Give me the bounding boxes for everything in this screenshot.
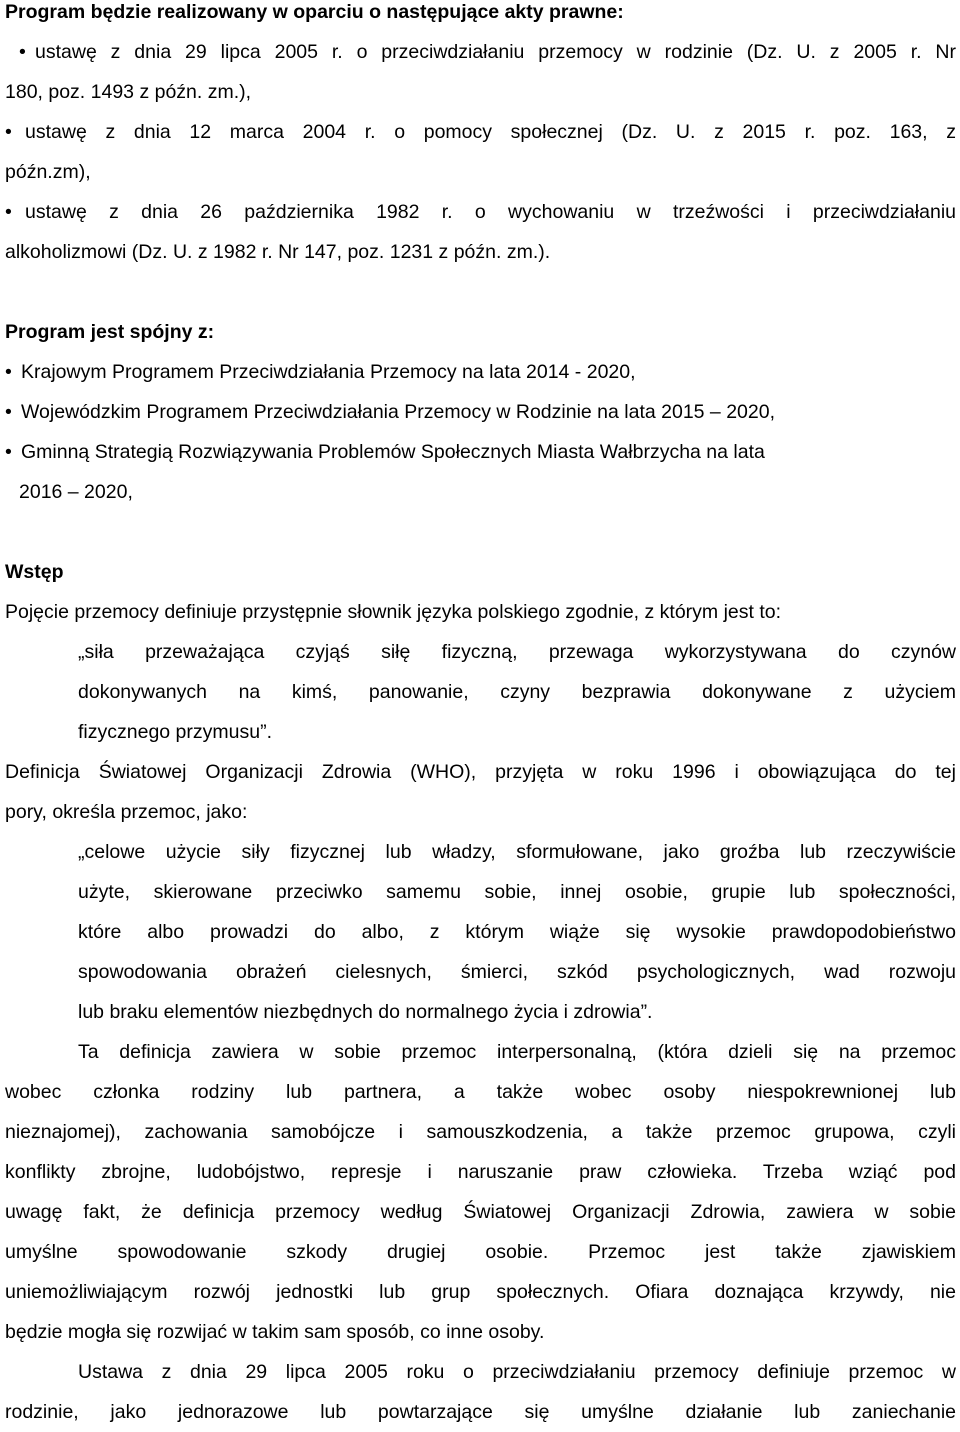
legal-act-line: ustawę z dnia 26 października 1982 r. o wychowaniu w trzeźwości i przeciwdziałaniu	[25, 201, 956, 223]
coherence-item	[5, 392, 956, 432]
bullet-icon: •	[5, 361, 12, 383]
legal-act-continuation: alkoholizmowi (Dz. U. z 1982 r. Nr 147, poz. 1231 z późn. zm.).	[5, 241, 551, 263]
legal-act-continuation: późn.zm),	[5, 161, 91, 183]
quote-line: „siła przeważająca czyjąś siłę fizyczną, przewaga wykorzystywana do czynów	[78, 641, 956, 663]
legal-act-continuation: 180, poz. 1493 z późn. zm.),	[5, 81, 252, 103]
quote-line: „celowe użycie siły fizycznej lub władzy, sformułowane, jako groźba lub rzeczywiście	[78, 841, 956, 863]
bullet-icon: •	[19, 41, 26, 63]
paragraph-line: konflikty zbrojne, ludobójstwo, represje i naruszanie praw człowieka. Trzeba wziąć pod	[5, 1161, 956, 1183]
quote-line: spowodowania obrażeń cielesnych, śmierci, szkód psychologicznych, wad rozwoju	[78, 961, 956, 983]
paragraph-line: Ta definicja zawiera w sobie przemoc interpersonalną, (która dzieli się na przemoc	[78, 1041, 956, 1063]
coherence-item	[5, 432, 956, 472]
legal-act-item	[5, 112, 956, 152]
bullet-icon: •	[5, 201, 12, 223]
legal-act-item	[5, 32, 956, 72]
legal-act-line: ustawę z dnia 29 lipca 2005 r. o przeciwdziałaniu przemocy w rodzinie (Dz. U. z 2005 r. Nr	[35, 41, 956, 63]
bullet-icon: •	[5, 441, 12, 463]
bullet-icon: •	[5, 121, 12, 143]
coherence-line: Wojewódzkim Programem Przeciwdziałania Przemocy w Rodzinie na lata 2015 – 2020,	[21, 401, 775, 423]
quote-line: fizycznego przymusu”.	[78, 721, 272, 743]
section-heading: Wstęp	[5, 561, 64, 583]
quote-line: użyte, skierowane przeciwko samemu sobie, innej osobie, grupie lub społeczności,	[78, 881, 956, 903]
paragraph-line: Ustawa z dnia 29 lipca 2005 roku o przeciwdziałaniu przemocy definiuje przemoc w	[78, 1361, 956, 1383]
paragraph-line: będzie mogła się rozwijać w takim sam sposób, co inne osoby.	[5, 1321, 545, 1343]
quote-line: lub braku elementów niezbędnych do normalnego życia i zdrowia”.	[78, 1001, 653, 1023]
paragraph-line: rodzinie, jako jednorazowe lub powtarzające się umyślne działanie lub zaniechanie	[5, 1401, 956, 1423]
paragraph-line: wobec członka rodziny lub partnera, a także wobec osoby niespokrewnionej lub	[5, 1081, 956, 1103]
paragraph-line: nieznajomej), zachowania samobójcze i samouszkodzenia, a także przemoc grupowa, czyli	[5, 1121, 956, 1143]
intro-line: Pojęcie przemocy definiuje przystępnie słownik języka polskiego zgodnie, z którym jest to:	[5, 601, 782, 623]
coherence-heading: Program jest spójny z:	[5, 321, 215, 343]
bullet-icon: •	[5, 401, 12, 423]
spacer	[5, 272, 956, 312]
quote-line: dokonywanych na kimś, panowanie, czyny bezprawia dokonywane z użyciem	[78, 681, 956, 703]
who-intro-line: Definicja Światowej Organizacji Zdrowia (WHO), przyjęta w roku 1996 i obowiązująca do tej	[5, 761, 956, 783]
coherence-item	[5, 352, 956, 392]
who-intro-line: pory, określa przemoc, jako:	[5, 801, 248, 823]
spacer	[5, 512, 956, 552]
legal-act-line: ustawę z dnia 12 marca 2004 r. o pomocy społecznej (Dz. U. z 2015 r. poz. 163, z	[25, 121, 956, 143]
paragraph-line: uniemożliwiającym rozwój jednostki lub grup społecznych. Ofiara doznająca krzywdy, nie	[5, 1281, 956, 1303]
coherence-continuation: 2016 – 2020,	[19, 481, 133, 503]
paragraph-line: umyślne spowodowanie szkody drugiej osobie. Przemoc jest także zjawiskiem	[5, 1241, 956, 1263]
legal-acts-heading: Program będzie realizowany w oparciu o następujące akty prawne:	[5, 1, 624, 23]
legal-act-item	[5, 192, 956, 232]
document-page	[5, 0, 956, 1432]
coherence-line: Gminną Strategią Rozwiązywania Problemów Społecznych Miasta Wałbrzycha na lata	[21, 441, 765, 463]
paragraph-line: uwagę fakt, że definicja przemocy według Światowej Organizacji Zdrowia, zawiera w sobie	[5, 1201, 956, 1223]
quote-line: które albo prowadzi do albo, z którym wiąże się wysokie prawdopodobieństwo	[78, 921, 956, 943]
coherence-line: Krajowym Programem Przeciwdziałania Przemocy na lata 2014 - 2020,	[21, 361, 636, 383]
